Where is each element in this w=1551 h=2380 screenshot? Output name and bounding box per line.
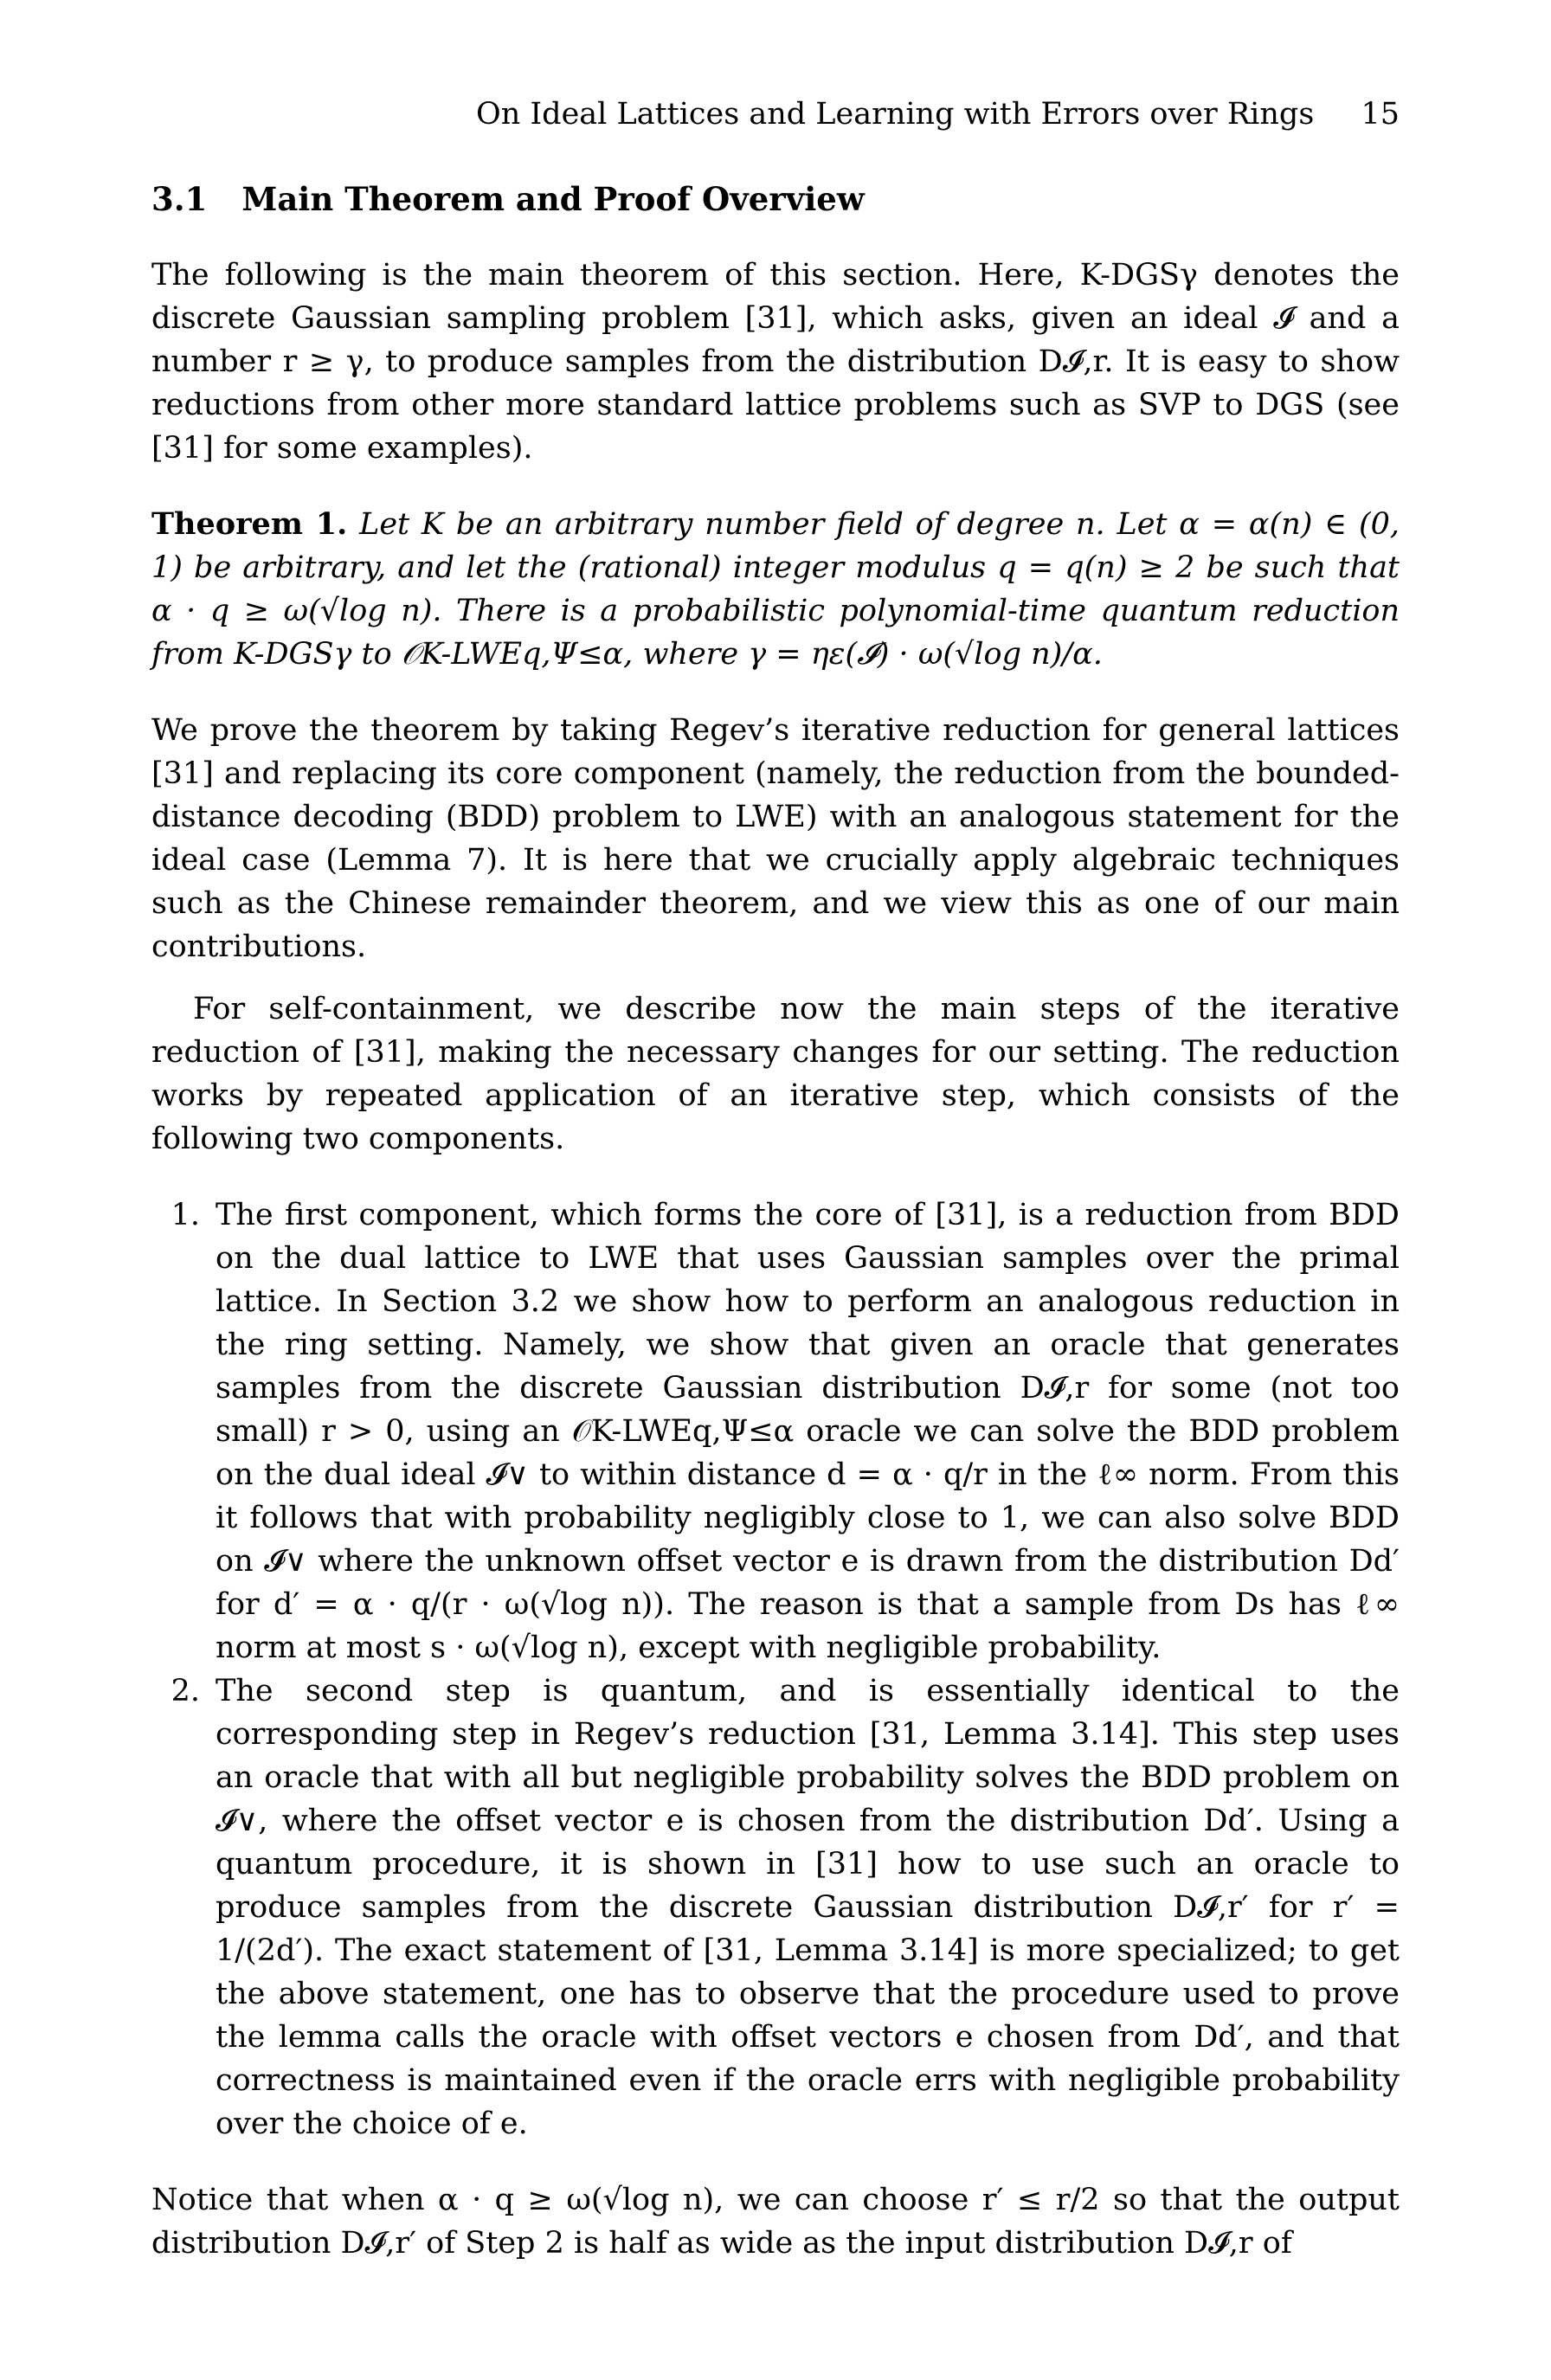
running-head	[476, 97, 1400, 132]
paragraph-iterative-reduction: For self-containment, we describe now the main steps of the iterative reduction of [31], making the necessary changes for our setting. The reduction works by repeated application of an iterative step, which consists of the following two components.	[151, 992, 1400, 1156]
theorem-block	[151, 503, 1400, 676]
page-number: 15	[1361, 97, 1400, 132]
section-title: Main Theorem and Proof Overview	[241, 180, 865, 218]
list-item-text: The first component, which forms the core of [31], is a reduction from BDD on the dual lattice to LWE that uses Gaussian samples over the primal lattice. In Section 3.2 we show how to perform an analogous reduction in the ring setting. Namely, we show that given an oracle that generates samples from the discrete Gaussian distribution D𝓘,r for some (not too small) r > 0, using an 𝒪K-LWEq,Ψ≤α oracle we can solve the BDD problem on the dual ideal 𝓘∨ to within distance d = α · q/r in the ℓ∞ norm. From this it follows that with probability negligibly close to 1, we can also solve BDD on 𝓘∨ where the unknown offset vector e is drawn from the distribution Dd′ for d′ = α · q/(r · ω(√log n)). The reason is that a sample from Ds has ℓ∞ norm at most s · ω(√log n), except with negligible probability.	[216, 1198, 1400, 1665]
list-item-text: The second step is quantum, and is essentially identical to the corresponding step in Regev’s reduction [31, Lemma 3.14]. This step uses an oracle that with all but negligible probability solves the BDD problem on 𝓘∨, where the offset vector e is chosen from the distribution Dd′. Using a quantum procedure, it is shown in [31] how to use such an oracle to produce samples from the discrete Gaussian distribution D𝓘,r′ for r′ = 1/(2d′). The exact statement of [31, Lemma 3.14] is more specialized; to get the above statement, one has to observe that the procedure used to prove the lemma calls the oracle with offset vectors e chosen from Dd′, and that correctness is maintained even if the oracle errs with negligible probability over the choice of e.	[216, 1674, 1400, 2141]
section-heading	[151, 177, 1400, 221]
step-list	[151, 1193, 1400, 2145]
paragraph-proof-approach: We prove the theorem by taking Regev’s iterative reduction for general lattices [31] and replacing its core component (namely, the reduction from the bounded-distance decoding (BDD) problem to LWE) with an analogous statement for the ideal case (Lemma 7). It is here that we crucially apply algebraic techniques such as the Chinese remainder theorem, and we view this as one of our main contributions.	[151, 713, 1400, 964]
list-item	[151, 1669, 1400, 2145]
closing-paragraph: Notice that when α · q ≥ ω(√log n), we can choose r′ ≤ r/2 so that the output distribution D𝓘,r′ of Step 2 is half as wide as the input distribution D𝓘,r of	[151, 2183, 1400, 2261]
section-number: 3.1	[151, 180, 208, 218]
running-title: On Ideal Lattices and Learning with Errors over Rings	[476, 97, 1315, 132]
intro-paragraph: The following is the main theorem of this section. Here, K-DGSγ denotes the discrete Gaussian sampling problem [31], which asks, given an ideal 𝓘 and a number r ≥ γ, to produce samples from the distribution D𝓘,r. It is easy to show reductions from other more standard lattice problems such as SVP to DGS (see [31] for some examples).	[151, 258, 1400, 466]
page-body	[151, 177, 1400, 2265]
theorem-statement: Let K be an arbitrary number field of degree n. Let α = α(n) ∈ (0, 1) be arbitrary, and let the (rational) integer modulus q = q(n) ≥ 2 be such that α · q ≥ ω(√log n). There is a probabilistic polynomial-time quantum reduction from K-DGSγ to 𝒪K-LWEq,Ψ≤α, where γ = ηε(𝓘) · ω(√log n)/α.	[151, 507, 1400, 672]
list-item	[151, 1193, 1400, 1669]
list-marker: 1.	[171, 1198, 200, 1232]
theorem-label: Theorem 1.	[151, 506, 348, 542]
list-marker: 2.	[171, 1674, 200, 1708]
